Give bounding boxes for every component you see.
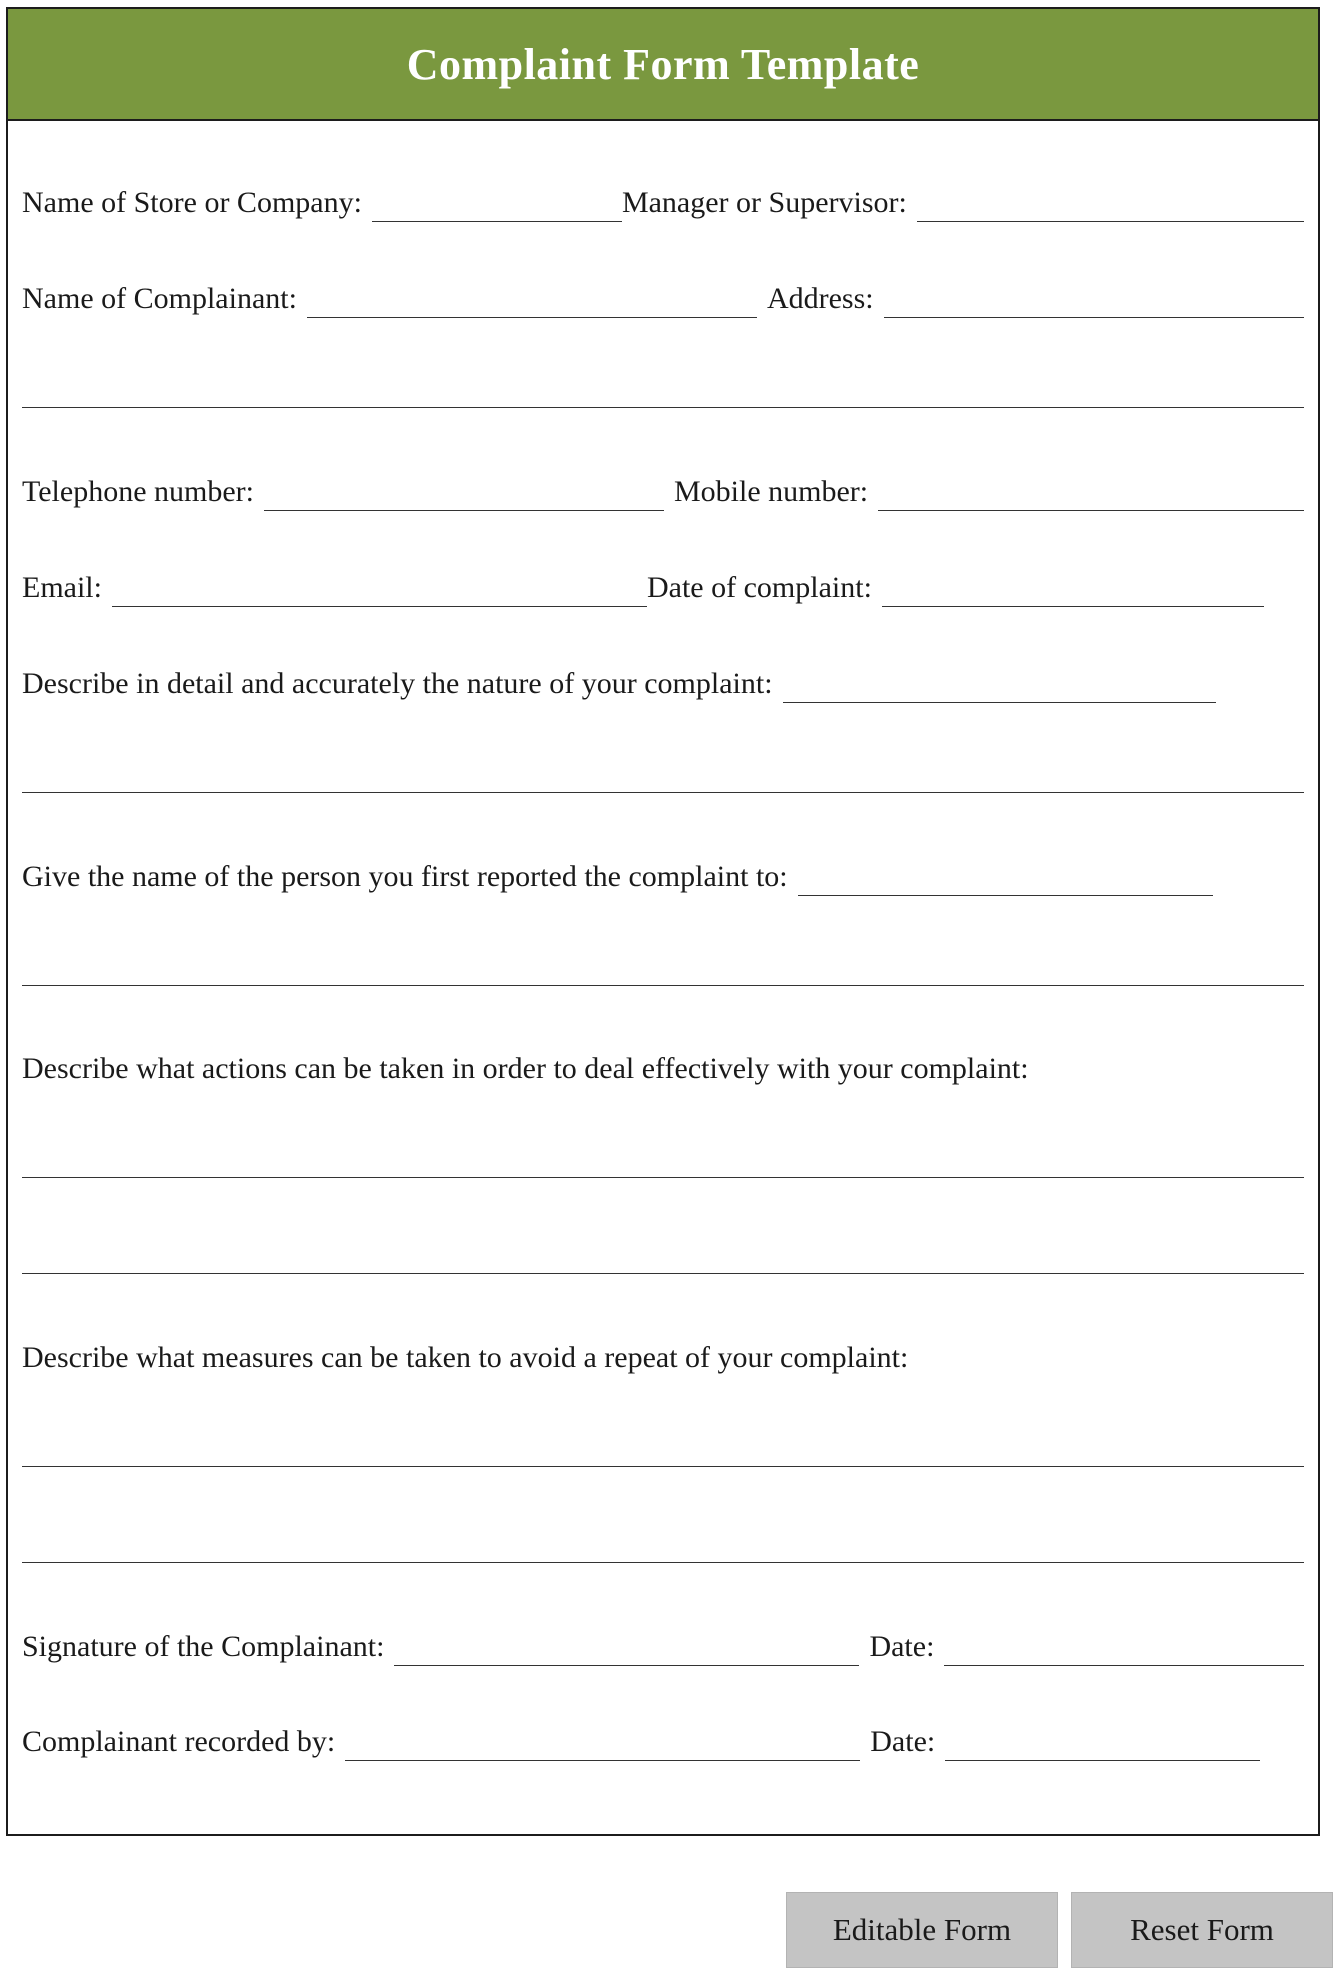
measures-line-2[interactable] bbox=[22, 1562, 1304, 1563]
row-store-manager bbox=[22, 179, 1304, 223]
measures-line-1[interactable] bbox=[22, 1466, 1304, 1467]
mobile-label: Mobile number: bbox=[674, 475, 869, 508]
address-field[interactable] bbox=[884, 316, 1304, 318]
complainant-name-field[interactable] bbox=[307, 316, 757, 318]
row-describe-nature bbox=[22, 660, 1304, 704]
telephone-field[interactable] bbox=[264, 509, 664, 511]
date-of-complaint-label: Date of complaint: bbox=[646, 571, 872, 604]
form-header bbox=[8, 9, 1318, 121]
date-of-complaint-field[interactable] bbox=[882, 605, 1264, 607]
signature-date-label: Date: bbox=[869, 1630, 935, 1663]
row-recorded-by bbox=[22, 1718, 1304, 1762]
actions-label: Describe what actions can be taken in order to deal effectively with your complaint: bbox=[22, 1052, 1029, 1085]
address-continuation-line[interactable] bbox=[22, 407, 1304, 408]
manager-supervisor-label: Manager or Supervisor: bbox=[621, 186, 907, 219]
actions-line-2[interactable] bbox=[22, 1273, 1304, 1274]
signature-label: Signature of the Complainant: bbox=[22, 1630, 385, 1663]
row-signature bbox=[22, 1623, 1304, 1667]
address-label: Address: bbox=[766, 282, 874, 315]
describe-nature-label: Describe in detail and accurately the nature of your complaint: bbox=[22, 667, 773, 700]
mobile-field[interactable] bbox=[878, 509, 1304, 511]
reset-form-button[interactable]: Reset Form bbox=[1071, 1892, 1333, 1968]
recorded-by-label: Complainant recorded by: bbox=[22, 1725, 336, 1758]
signature-field[interactable] bbox=[394, 1664, 859, 1666]
row-complainant-address bbox=[22, 275, 1304, 319]
email-label: Email: bbox=[22, 571, 102, 604]
telephone-label: Telephone number: bbox=[22, 475, 254, 508]
row-phone-mobile bbox=[22, 468, 1304, 512]
first-reported-label: Give the name of the person you first reported the complaint to: bbox=[22, 860, 788, 893]
recorded-date-label: Date: bbox=[870, 1725, 936, 1758]
email-field[interactable] bbox=[112, 605, 647, 607]
signature-date-field[interactable] bbox=[944, 1664, 1304, 1666]
editable-form-button[interactable]: Editable Form bbox=[786, 1892, 1058, 1968]
recorded-date-field[interactable] bbox=[945, 1759, 1260, 1761]
row-actions bbox=[22, 1045, 1304, 1089]
recorded-by-field[interactable] bbox=[345, 1759, 860, 1761]
row-first-reported bbox=[22, 853, 1304, 897]
first-reported-line[interactable] bbox=[22, 985, 1304, 986]
row-email-date bbox=[22, 564, 1304, 608]
row-measures bbox=[22, 1334, 1304, 1378]
store-company-field[interactable] bbox=[372, 220, 622, 222]
describe-nature-line[interactable] bbox=[22, 792, 1304, 793]
complainant-name-label: Name of Complainant: bbox=[22, 282, 297, 315]
form-title: Complaint Form Template bbox=[406, 39, 920, 89]
actions-line-1[interactable] bbox=[22, 1177, 1304, 1178]
complaint-form bbox=[6, 7, 1320, 1836]
manager-supervisor-field[interactable] bbox=[917, 220, 1304, 222]
measures-label: Describe what measures can be taken to avoid a repeat of your complaint: bbox=[22, 1341, 909, 1374]
describe-nature-field[interactable] bbox=[783, 701, 1216, 703]
store-company-label: Name of Store or Company: bbox=[22, 186, 362, 219]
first-reported-field[interactable] bbox=[798, 894, 1213, 896]
